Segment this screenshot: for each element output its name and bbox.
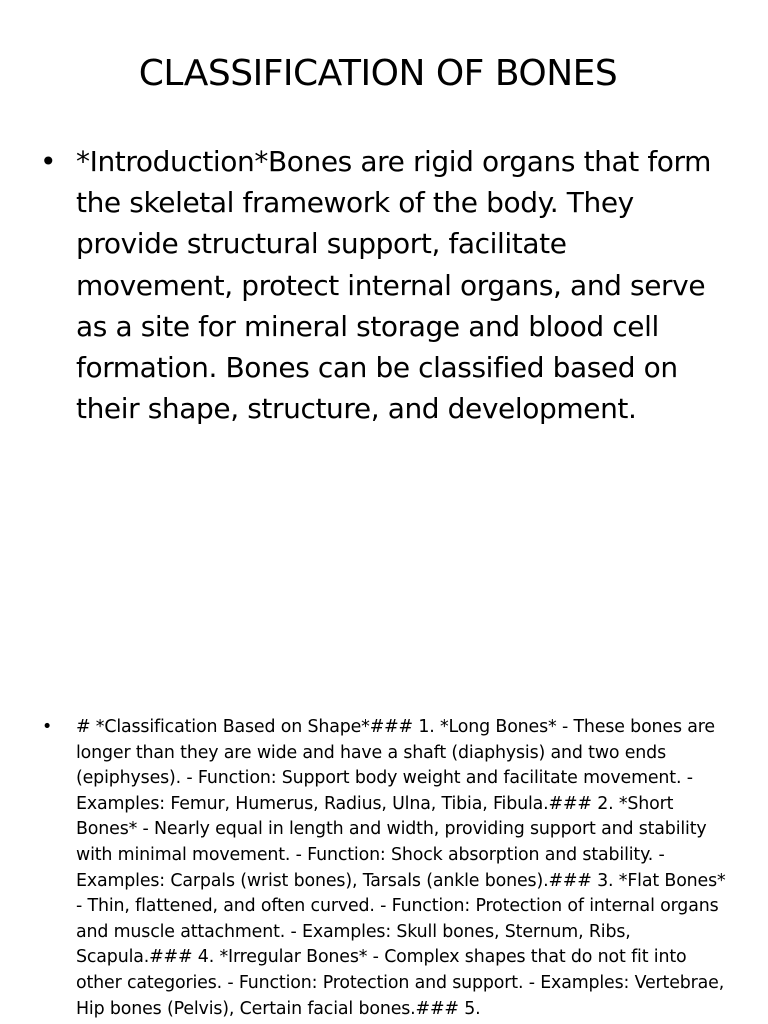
intro-bullet-list — [0, 141, 730, 429]
shape-classification-bullet — [0, 715, 732, 1022]
shape-classification-text: # *Classification Based on Shape*### 1. *Long Bones* - These bones are longer than they are wide and have a shaft (diaphysis) and two ends (epiphyses). - Function: Support body weight and facilitate movement. - Examples: Femur, Humerus, Radius, Ulna, Tibia, Fibula.### 2. *Short Bones* - Nearly equal in length and width, providing support and stability with minimal movement. - Function: Shock absorption and stability. - Examples: Carpals (wrist bones), Tarsals (ankle bones).### 3. *Flat Bones* - Thin, flattened, and often curved. - Function: Protection of internal organs and muscle attachment. - Examples: Skull bones, Sternum, Ribs, Scapula.### 4. *Irregular Bones* - Complex shapes that do not fit into other categories. - Function: Protection and support. - Examples: Vertebrae, Hip bones (Pelvis), Certain facial bones.### 5. — [76, 717, 726, 1019]
bullet-icon: • — [42, 717, 53, 737]
intro-text: *Introduction*Bones are rigid organs that form the skeletal framework of the body. They provide structural support, facilitate movement, protect internal organs, and serve as a site for mineral storage and blood cell formation. Bones can be classified based on their shape, structure, and development. — [76, 145, 712, 426]
shape-classification-bullet-list — [0, 715, 732, 1022]
bullet-icon: • — [40, 145, 57, 178]
intro-bullet — [0, 141, 730, 429]
slide-title: CLASSIFICATION OF BONES — [138, 53, 618, 94]
